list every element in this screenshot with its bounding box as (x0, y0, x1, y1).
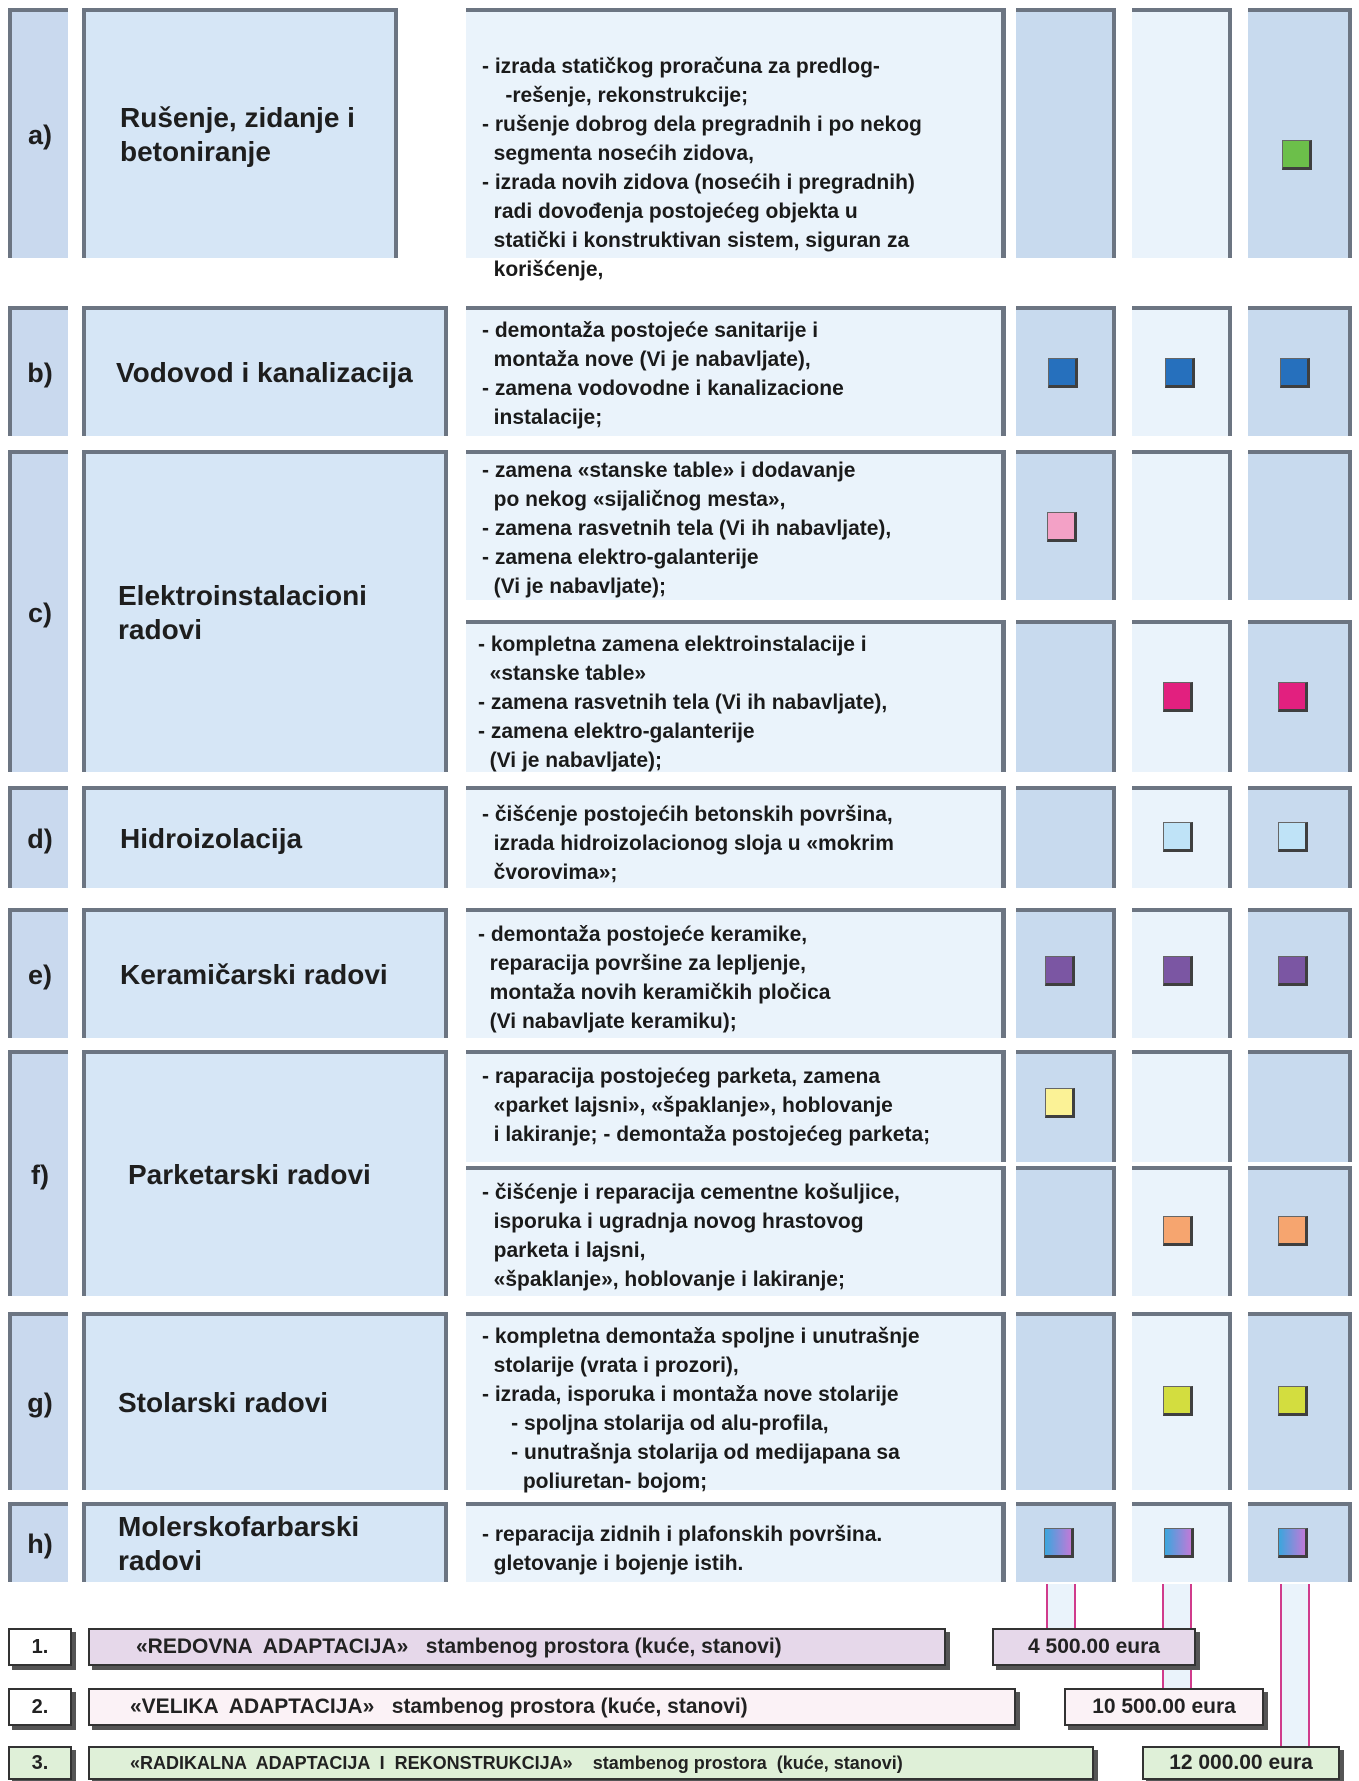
row-d-col3-marker (1278, 822, 1308, 852)
package-1-price: 4 500.00 eura (992, 1628, 1196, 1666)
row-b-col3-marker (1280, 358, 1310, 388)
package-1-label: «REDOVNA ADAPTACIJA» stambenog prostora (kuće, stanovi) (88, 1628, 946, 1666)
row-f-col1-marker (1045, 1088, 1075, 1118)
row-e-col2-marker (1163, 956, 1193, 986)
row-f-description-2: - čišćenje i reparacija cementne košuljice, isporuka i ugradnja novog hrastovog parketa i lajsni, «špaklanje», hoblovanje i lakiranje; (466, 1166, 1006, 1296)
package-2-number: 2. (8, 1688, 72, 1726)
row-c-letter-cell (8, 450, 68, 772)
row-g-description: - kompletna demontaža spoljne i unutrašnje stolarije (vrata i prozori), - izrada, isporuka i montaža nove stolarije - spoljna stolarija od alu-profila, - unutrašnja stolarija od medijapana sa poliuretan- bojom; (466, 1312, 1006, 1490)
row-d-title-cell (82, 786, 448, 888)
row-g-col3-marker (1278, 1386, 1308, 1416)
row-f-title: Parketarski radovi (128, 1159, 371, 1190)
row-b-letter: b) (27, 357, 53, 388)
row-f-col3-marker (1278, 1216, 1308, 1246)
row-b-letter-cell (8, 306, 68, 436)
row-a-title-cell (82, 8, 398, 258)
row-h-title: Molerskofarbarski radovi (118, 1511, 360, 1576)
row-h-description: - reparacija zidnih i plafonskih površina. gletovanje i bojenje istih. (466, 1502, 1006, 1582)
row-a-col1 (1016, 8, 1116, 258)
row-c-col1-bottom (1016, 620, 1116, 772)
row-c-title-cell (82, 450, 448, 772)
row-h-col3-marker (1278, 1528, 1308, 1558)
row-e-description: - demontaža postojeće keramike, reparacija površine za lepljenje, montaža novih keramičkih pločica (Vi nabavljate keramiku); (466, 908, 1006, 1038)
row-c-col2-top (1132, 450, 1232, 600)
package-3-number: 3. (8, 1746, 72, 1780)
row-g-title-cell (82, 1312, 448, 1490)
row-e-letter-cell (8, 908, 68, 1038)
row-f-col1-bottom (1016, 1166, 1116, 1296)
row-d-col2-marker (1163, 822, 1193, 852)
row-g-title: Stolarski radovi (118, 1387, 329, 1418)
row-h-title-cell (82, 1502, 448, 1582)
row-e-title: Keramičarski radovi (120, 959, 388, 990)
row-b-col1-marker (1048, 358, 1078, 388)
package-3-label: «RADIKALNA ADAPTACIJA I REKONSTRUKCIJA» stambenog prostora (kuće, stanovi) (88, 1746, 1094, 1780)
row-h-letter: h) (27, 1528, 53, 1559)
row-c-description-1: - zamena «stanske table» i dodavanje po nekog «sijaličnog mesta», - zamena rasvetnih tela (Vi ih nabavljate), - zamena elektro-galanterije (Vi je nabavljate); (466, 450, 1006, 600)
row-a-col2 (1132, 8, 1232, 258)
col1-connector (1046, 1584, 1076, 1632)
row-c-col3-marker (1278, 682, 1308, 712)
row-d-title: Hidroizolacija (120, 823, 303, 854)
row-e-col1-marker (1045, 956, 1075, 986)
row-d-col1 (1016, 786, 1116, 888)
row-c-title: Elektroinstalacioni radovi (118, 580, 367, 645)
row-f-col3-top (1248, 1050, 1352, 1162)
row-h-letter-cell (8, 1502, 68, 1582)
row-e-col3-marker (1278, 956, 1308, 986)
row-a-letter: a) (27, 119, 52, 150)
row-f-col2-marker (1163, 1216, 1193, 1246)
row-c-description-2: - kompletna zamena elektroinstalacije i «stanske table» - zamena rasvetnih tela (Vi ih nabavljate), - zamena elektro-galanterije (Vi je nabavljate); (466, 620, 1006, 772)
row-a-letter-cell (8, 8, 68, 258)
row-f-letter: f) (31, 1159, 49, 1190)
row-f-description-1: - raparacija postojećeg parketa, zamena «parket lajsni», «špaklanje», hoblovanje i lakiranje; - demontaža postojećeg parketa; (466, 1050, 1006, 1162)
row-c-col3-top (1248, 450, 1352, 600)
row-g-letter-cell (8, 1312, 68, 1490)
row-f-col2-top (1132, 1050, 1232, 1162)
row-h-col2-marker (1164, 1528, 1194, 1558)
row-h-col1-marker (1044, 1528, 1074, 1558)
package-3-price: 12 000.00 eura (1142, 1746, 1340, 1780)
row-g-col1 (1016, 1312, 1116, 1490)
package-2-price: 10 500.00 eura (1064, 1688, 1264, 1726)
row-b-description: - demontaža postojeće sanitarije i montaža nove (Vi je nabavljate), - zamena vodovodne i kanalizacione instalacije; (466, 306, 1006, 436)
package-1-number: 1. (8, 1628, 72, 1666)
row-g-letter: g) (27, 1387, 53, 1418)
row-c-letter: c) (27, 597, 52, 628)
row-f-title-cell (82, 1050, 448, 1296)
row-e-letter: e) (27, 959, 52, 990)
row-b-title-cell (82, 306, 448, 436)
row-a-col3-marker (1282, 140, 1312, 170)
row-a-title: Rušenje, zidanje i betoniranje (120, 102, 355, 167)
row-b-col2-marker (1165, 358, 1195, 388)
row-c-col2-marker (1163, 682, 1193, 712)
row-a-description: - izrada statičkog proračuna za predlog- -rešenje, rekonstrukcije; - rušenje dobrog dela pregradnih i po nekog segmenta nosećih zidova, - izrada novih zidova (nosećih i pregradnih) radi dovođenja postojećeg objekta u statički i konstruktivan sistem, siguran za korišćenje, (466, 8, 1006, 258)
row-d-letter-cell (8, 786, 68, 888)
row-g-col2-marker (1163, 1386, 1193, 1416)
row-d-letter: d) (27, 823, 53, 854)
row-d-description: - čišćenje postojećih betonskih površina, izrada hidroizolacionog sloja u «mokrim čvorovima»; (466, 786, 1006, 888)
row-f-letter-cell (8, 1050, 68, 1296)
row-c-col1-marker (1047, 512, 1077, 542)
row-e-title-cell (82, 908, 448, 1038)
row-b-title: Vodovod i kanalizacija (116, 357, 413, 388)
package-2-label: «VELIKA ADAPTACIJA» stambenog prostora (kuće, stanovi) (88, 1688, 1016, 1726)
row-a-col3 (1248, 8, 1352, 258)
